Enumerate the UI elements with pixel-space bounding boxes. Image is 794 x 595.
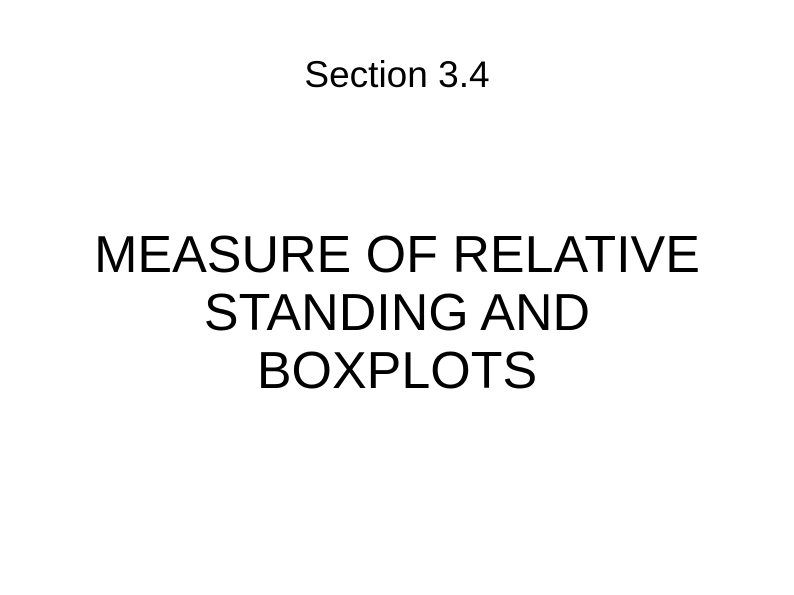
slide-title-line-2: STANDING AND [203,284,591,342]
slide-title-line-3: BOXPLOTS [256,342,538,400]
slide-title [0,226,794,400]
slide-title-line-1: MEASURE OF RELATIVE [94,226,700,284]
section-label: Section 3.4 [304,54,490,95]
